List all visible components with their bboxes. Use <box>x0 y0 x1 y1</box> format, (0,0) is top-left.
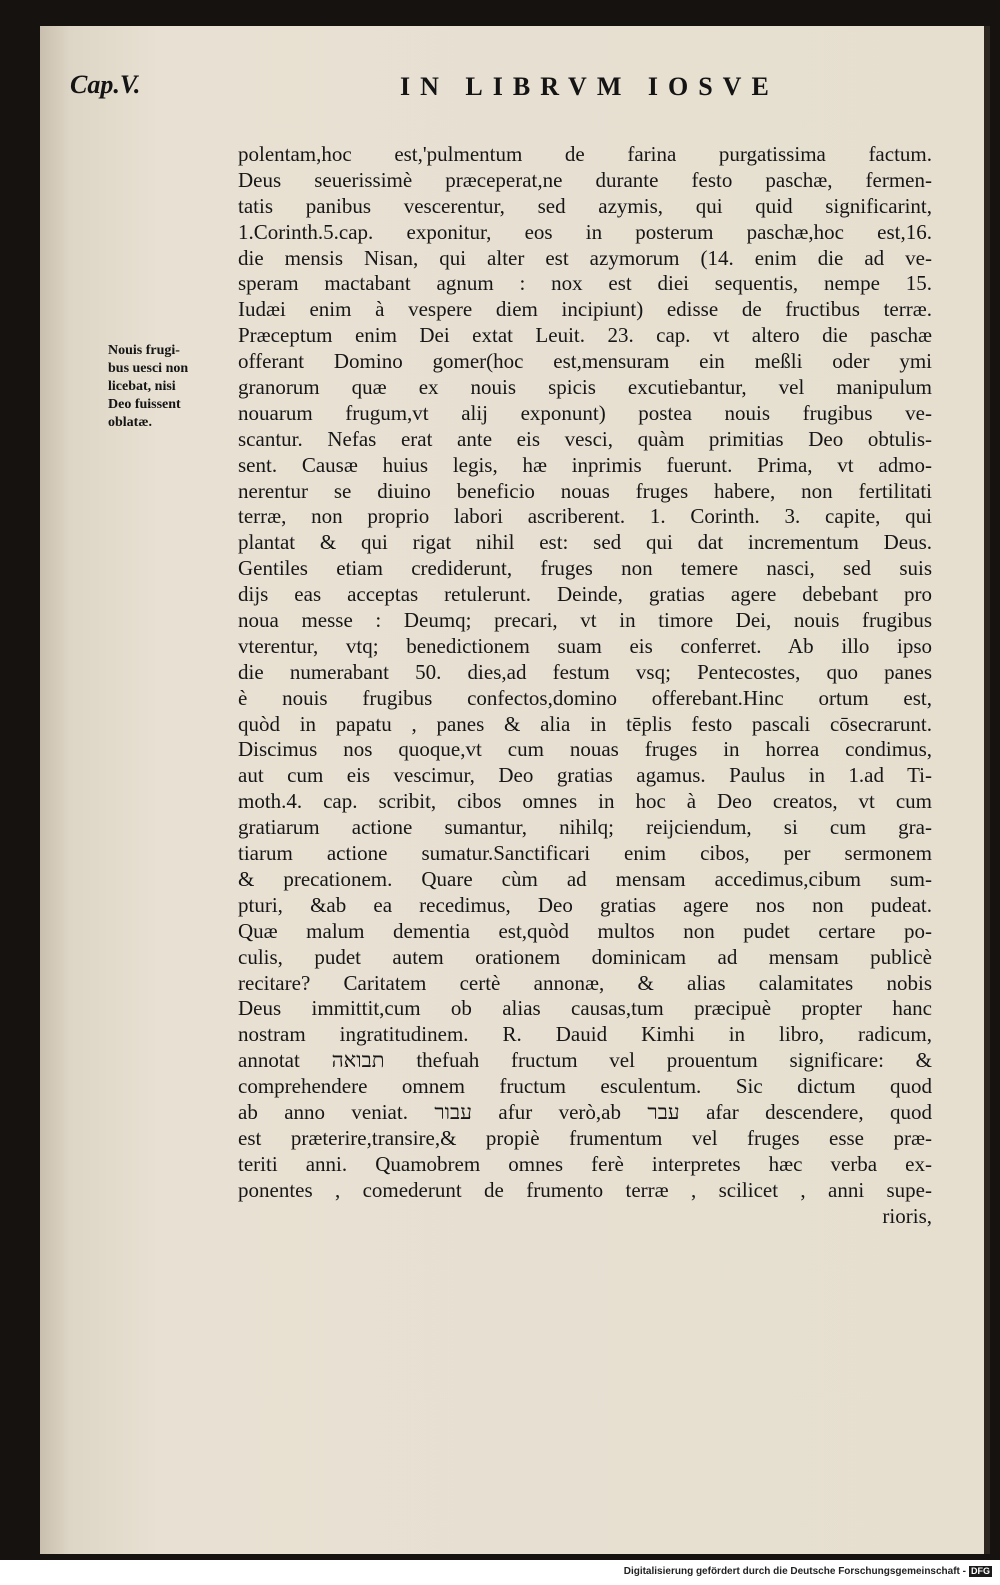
text-line: speram mactabant agnum : nox est diei sequentis, nempe 15. <box>238 271 932 296</box>
text-line: quòd in papatu , panes & alia in tēplis festo pascali cōsecrarunt. <box>238 711 932 736</box>
text-line: Discimus nos quoque,vt cum nouas fruges in horrea condimus, <box>238 737 932 762</box>
text-line: dijs eas acceptas retulerunt. Deinde, gratias agere debebant pro <box>238 582 932 607</box>
text-line: tatis panibus vescerentur, sed azymis, qui quid significarint, <box>238 193 932 218</box>
margin-note-line: Nouis frugi- <box>108 343 180 358</box>
text-line: Quæ malum dementia est,quòd multos non pudet certare po- <box>238 918 932 943</box>
margin-note-line: Deo fuissent <box>108 397 181 412</box>
text-line: culis, pudet autem orationem dominicam ad mensam publicè <box>238 944 932 969</box>
text-line: ponentes , comederunt de frumento terræ , scilicet , anni supe- <box>238 1177 932 1202</box>
text-line: plantat & qui rigat nihil est: sed qui dat incrementum Deus. <box>238 530 932 555</box>
text-line: ab anno veniat. עבור afur verò,ab עבר afar descendere, quod <box>238 1099 932 1124</box>
text-line: aut cum eis vescimur, Deo gratias agamus. Paulus in 1.ad Ti- <box>238 763 932 788</box>
text-line: sent. Causæ huius legis, hæ inprimis fuerunt. Prima, vt admo- <box>238 452 932 477</box>
running-head <box>70 70 930 110</box>
text-line: gratiarum actione sumantur, nihilq; reijciendum, si cum gra- <box>238 815 932 840</box>
text-line: terræ, non proprio labori ascriberent. 1. Corinth. 3. capite, qui <box>238 504 932 529</box>
text-line: & precationem. Quare cùm ad mensam accedimus,cibum sum- <box>238 866 932 891</box>
text-line: vterentur, vtq; benedictionem suam eis conferret. Ab illo ipso <box>238 633 932 658</box>
text-line: granorum quæ ex nouis spicis excutiebantur, vel manipulum <box>238 375 932 400</box>
text-line: Iudæi enim à vespere diem incipiunt) edisse de fructibus terræ. <box>238 297 932 322</box>
text-line: Deus immittit,cum ob alias causas,tum præcipuè propter hanc <box>238 996 932 1021</box>
margin-note-line: oblatæ. <box>108 415 152 430</box>
text-line: tiarum actione sumatur.Sanctificari enim cibos, per sermonem <box>238 841 932 866</box>
margin-note <box>108 342 228 432</box>
margin-note-line: licebat, nisi <box>108 379 176 394</box>
text-line: pturi, &ab ea recedimus, Deo gratias agere nos non pudeat. <box>238 892 932 917</box>
text-line: rioris, <box>882 1203 932 1228</box>
text-line: moth.4. cap. scribit, cibos omnes in hoc à Deo creatos, vt cum <box>238 789 932 814</box>
text-line: teriti anni. Quamobrem omnes ferè interpretes hæc verba ex- <box>238 1151 932 1176</box>
text-line: polentam,hoc est,'pulmentum de farina purgatissima factum. <box>238 142 932 166</box>
text-line: Præceptum enim Dei extat Leuit. 23. cap. vt altero die paschæ <box>238 323 932 348</box>
text-line: offerant Domino gomer(hoc est,mensuram ein meßli oder ymi <box>238 349 932 374</box>
credit-text: Digitalisierung gefördert durch die Deutsche Forschungsgemeinschaft - <box>623 1566 966 1578</box>
running-title: IN LIBRVM IOSVE <box>400 72 779 101</box>
text-line: 1.Corinth.5.cap. exponitur, eos in posterum paschæ,hoc est,16. <box>238 219 932 244</box>
digitization-credit <box>624 1566 992 1577</box>
dfg-logo: DFG <box>971 1566 990 1576</box>
text-line: nostram ingratitudinem. R. Dauid Kimhi in libro, radicum, <box>238 1022 932 1047</box>
text-line: annotat תבואה thefuah fructum vel prouentum significare: & <box>238 1048 932 1073</box>
body-text <box>238 142 932 1229</box>
chapter-label: Cap.V. <box>70 70 141 99</box>
text-line: die numerabant 50. dies,ad festum vsq; Pentecostes, quo panes <box>238 659 932 684</box>
text-line: comprehendere omnem fructum esculentum. Sic dictum quod <box>238 1074 932 1099</box>
text-line: scantur. Nefas erat ante eis vesci, quàm primitias Deo obtulis- <box>238 426 932 451</box>
text-line: nerentur se diuino beneficio nouas fruges habere, non fertilitati <box>238 478 932 503</box>
text-line: recitare? Caritatem certè annonæ, & alias calamitates nobis <box>238 970 932 995</box>
text-line: noua messe : Deumq; precari, vt in timore Dei, nouis frugibus <box>238 608 932 633</box>
text-line: est præterire,transire,& propiè frumentum vel fruges esse præ- <box>238 1125 932 1150</box>
text-line: die mensis Nisan, qui alter est azymorum (14. enim die ad ve- <box>238 245 932 270</box>
text-line: Gentiles etiam crediderunt, fruges non temere nasci, sed suis <box>238 556 932 581</box>
text-line: è nouis frugibus confectos,domino offerebant.Hinc ortum est, <box>238 685 932 710</box>
text-line: nouarum frugum,vt alij exponunt) postea nouis frugibus ve- <box>238 400 932 425</box>
margin-note-line: bus uesci non <box>108 361 189 376</box>
text-line: Deus seuerissimè præceperat,ne durante festo paschæ, fermen- <box>238 167 932 192</box>
